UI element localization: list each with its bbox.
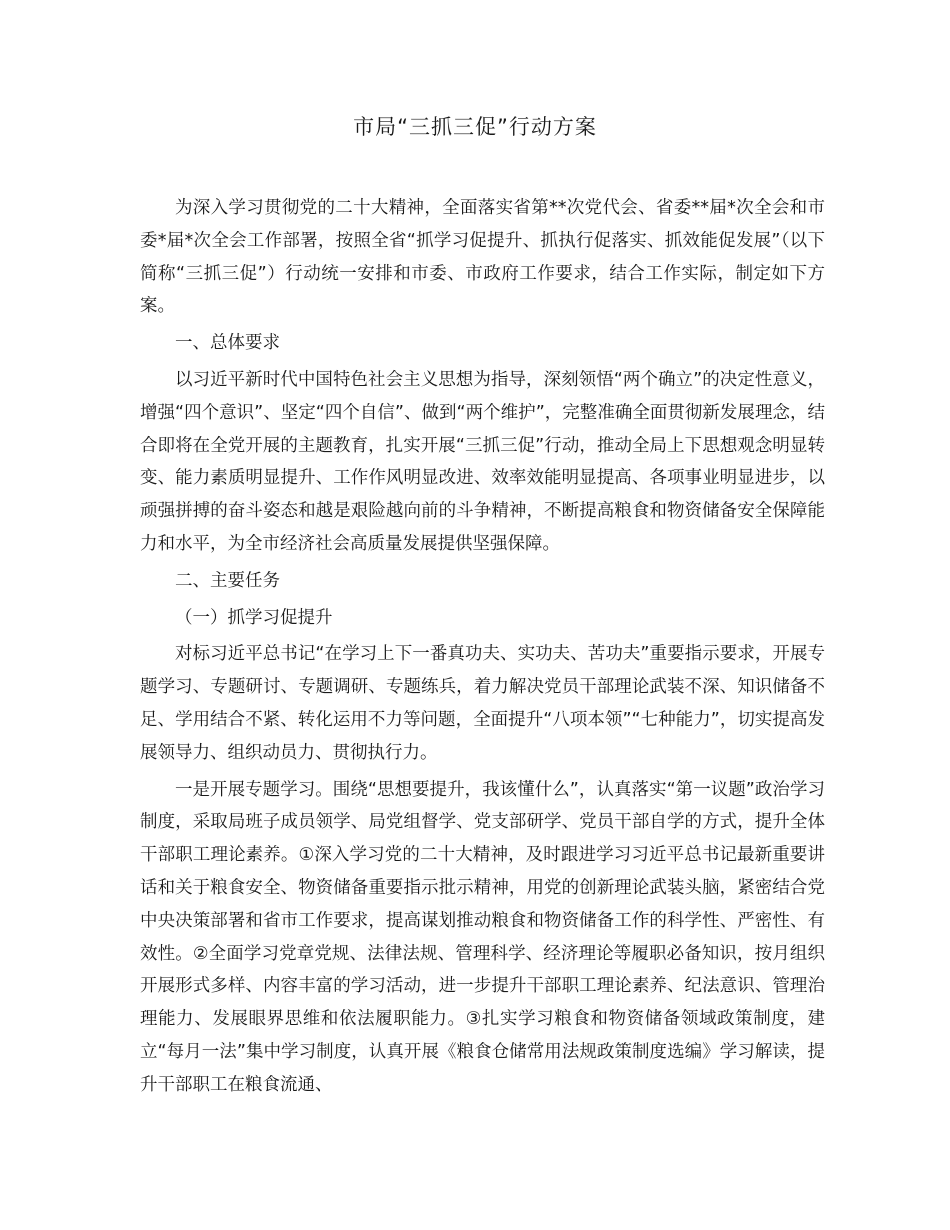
document-body [140,192,825,1102]
intro-paragraph: 为深入学习贯彻党的二十大精神，全面落实省第**次党代会、省委**届*次全会和市委*届*次全会工作部署，按照全省“抓学习促提升、抓执行促落实、抓效能促发展”（以下简称“三抓三促”）行动统一安排和市委、市政府工作要求，结合工作实际，制定如下方案。 [140,198,825,317]
study-paragraph: 对标习近平总书记“在学习上下一番真功夫、实功夫、苦功夫”重要指示要求，开展专题学习、专题研讨、专题调研、专题练兵，着力解决党员干部理论武装不深、知识储备不足、学用结合不紧、转化运用不力等问题，全面提升“八项本领”“七种能力”，切实提高发展领导力、组织动员力、贯彻执行力。 [140,644,825,763]
special-study-paragraph: 一是开展专题学习。围绕“思想要提升，我该懂什么”，认真落实“第一议题”政治学习制度，采取局班子成员领学、局党组督学、党支部研学、党员干部自学的方式，提升全体干部职工理论素养。①深入学习党的二十大精神，及时跟进学习习近平总书记最新重要讲话和关于粮食安全、物资储备重要指示批示精神，用党的创新理论武装头脑，紧密结合党中央决策部署和省市工作要求，提高谋划推动粮食和物资储备工作的科学性、严密性、有效性。②全面学习党章党规、法律法规、管理科学、经济理论等履职必备知识，按月组织开展形式多样、内容丰富的学习活动，进一步提升干部职工理论素养、纪法意识、管理治理能力、发展眼界思维和依法履职能力。③扎实学习粮食和物资储备领域政策制度，建立“每月一法”集中学习制度，认真开展《粮食仓储常用法规政策制度选编》学习解读，提升干部职工在粮食流通、 [140,779,825,1095]
general-requirements-paragraph: 以习近平新时代中国特色社会主义思想为指导，深刻领悟“两个确立”的决定性意义，增强“四个意识”、坚定“四个自信”、做到“两个维护”，完整准确全面贯彻新发展理念，结合即将在全党开展的主题教育，扎实开展“三抓三促”行动，推动全局上下思想观念明显转变、能力素质明显提升、工作作风明显改进、效率效能明显提高、各项事业明显进步，以顽强拼搏的奋斗姿态和越是艰险越向前的斗争精神，不断提高粮食和物资储备安全保障能力和水平，为全市经济社会高质量发展提供坚强保障。 [140,369,825,554]
subsection-heading-study: （一）抓学习促提升 [175,607,333,628]
section-heading-general-requirements: 一、总体要求 [175,333,280,354]
section-heading-main-tasks: 二、主要任务 [175,570,280,591]
document-title: 市局“三抓三促”行动方案 [353,115,597,139]
